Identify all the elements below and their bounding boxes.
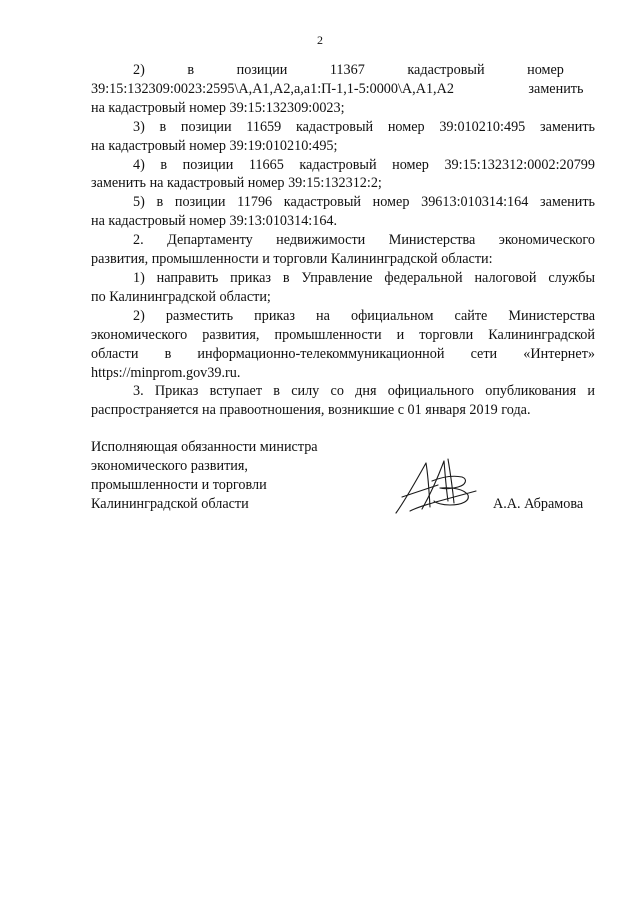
signer-position-line: Калининградской области <box>91 495 249 512</box>
handwritten-signature <box>392 455 482 517</box>
signer-position-line: Исполняющая обязанности министра <box>91 439 318 455</box>
page-number: 2 <box>317 33 323 47</box>
body-line: https://minprom.gov39.ru. <box>91 364 241 381</box>
signer-position-line: экономического развития, <box>91 457 248 474</box>
signer-position <box>91 438 318 514</box>
body-line: по Калининградской области; <box>91 288 271 305</box>
body-line: 3. Приказ вступает в силу со дня официального опубликования и <box>133 383 595 400</box>
signer-name: А.А. Абрамова <box>493 496 584 512</box>
body-line: 5) в позиции 11796 кадастровый номер 39613:010314:164 заменить <box>133 194 595 211</box>
signer-position-line: промышленности и торговли <box>91 476 267 493</box>
document-body <box>91 61 595 420</box>
body-line: на кадастровый номер 39:15:132309:0023; <box>91 99 345 116</box>
body-line: области в информационно-телекоммуникационной сети «Интернет» <box>91 345 595 362</box>
body-line: 39:15:132309:0023:2595\А,А1,А2,а,а1:П-1,1-5:0000\А,А1,А2 заменить <box>91 80 584 97</box>
body-line: заменить на кадастровый номер 39:15:132312:2; <box>91 175 382 192</box>
body-line: 1) направить приказ в Управление федеральной налоговой службы <box>133 269 595 286</box>
body-line: 2) разместить приказ на официальном сайте Министерства <box>133 307 595 324</box>
body-line: на кадастровый номер 39:19:010210:495; <box>91 137 338 154</box>
body-line: развития, промышленности и торговли Калининградской области: <box>91 251 493 268</box>
body-line: распространяется на правоотношения, возникшие с 01 января 2019 года. <box>91 402 531 419</box>
body-line: 2. Департаменту недвижимости Министерства экономического <box>133 232 595 249</box>
body-line: 3) в позиции 11659 кадастровый номер 39:010210:495 заменить <box>133 118 595 135</box>
body-line: на кадастровый номер 39:13:010314:164. <box>91 213 338 230</box>
body-line: 2) в позиции 11367 кадастровый номер <box>133 62 564 78</box>
body-line: 4) в позиции 11665 кадастровый номер 39:15:132312:0002:20799 <box>133 156 595 173</box>
body-line: экономического развития, промышленности и торговли Калининградской <box>91 326 595 343</box>
